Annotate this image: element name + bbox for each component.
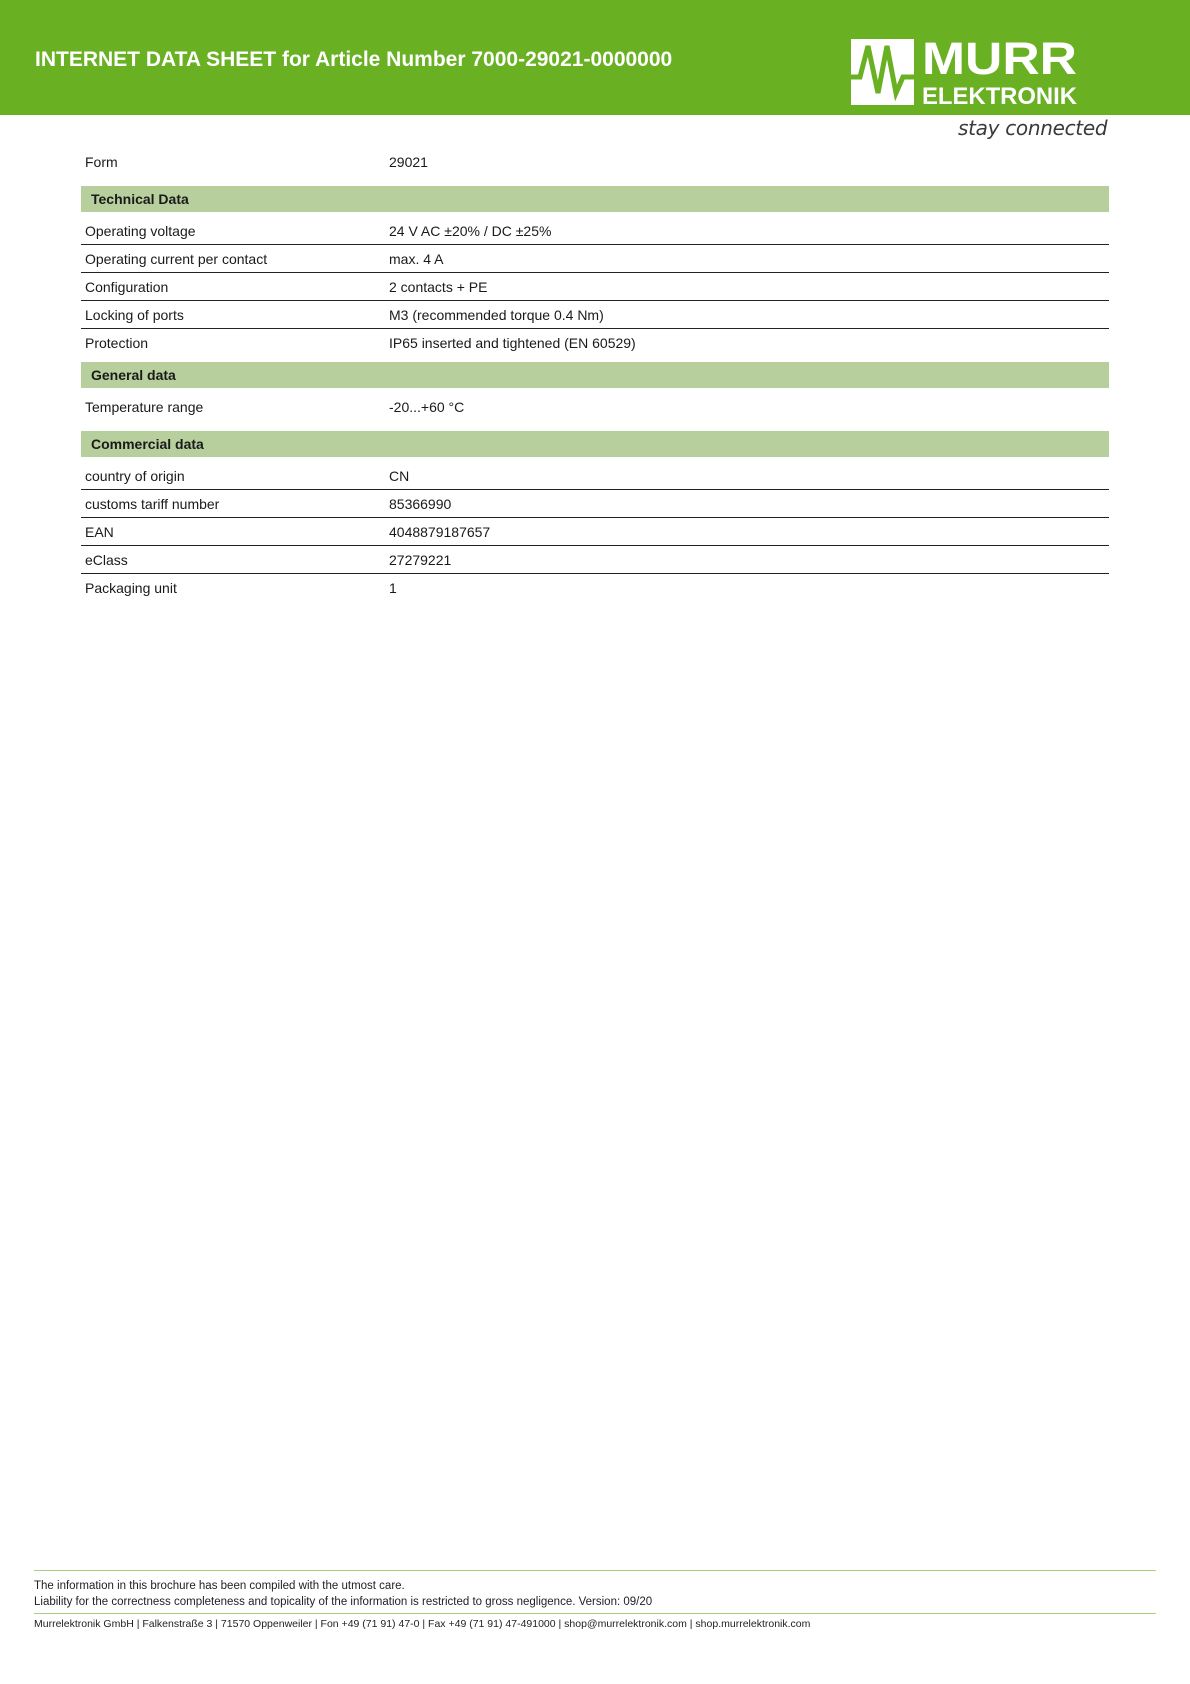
row-value: max. 4 A <box>389 250 444 267</box>
section-header-commercial: Commercial data <box>81 431 1109 457</box>
table-row <box>81 462 1109 490</box>
table-row <box>81 574 1109 601</box>
row-label: Operating voltage <box>85 222 196 239</box>
table-row <box>81 217 1109 245</box>
table-row <box>81 273 1109 301</box>
row-label: Packaging unit <box>85 579 177 596</box>
disclaimer-line-2: Liability for the correctness completeness and topicality of the information is restricted to gross negligence. Version: 09/20 <box>34 1596 653 1608</box>
table-row <box>81 518 1109 546</box>
table-row <box>81 393 1109 420</box>
table-row <box>81 301 1109 329</box>
row-value: CN <box>389 467 410 484</box>
row-value: 85366990 <box>389 495 452 512</box>
row-label: Configuration <box>85 278 169 295</box>
table-row <box>81 546 1109 574</box>
slogan: stay connected <box>958 116 1108 140</box>
row-value: 27279221 <box>389 551 452 568</box>
form-row <box>81 148 1109 175</box>
footer-contact: Murrelektronik GmbH | Falkenstraße 3 | 71570 Oppenweiler | Fon +49 (71 91) 47-0 | Fax +49 (71 91) 47-491000 | shop@murrelektronik.com | shop.murrelektronik.com <box>34 1618 811 1630</box>
section-header-technical: Technical Data <box>81 186 1109 212</box>
page-header <box>0 0 1190 115</box>
datasheet-table <box>81 148 1109 601</box>
table-row <box>81 329 1109 356</box>
row-label: customs tariff number <box>85 495 220 512</box>
row-label: eClass <box>85 551 128 568</box>
page-footer <box>34 1570 1156 1630</box>
murrelektronik-logo <box>851 36 1079 108</box>
footer-disclaimer <box>34 1571 1156 1613</box>
row-label: Protection <box>85 334 149 351</box>
row-value: 24 V AC ±20% / DC ±25% <box>389 222 552 239</box>
table-row <box>81 490 1109 518</box>
row-value: 1 <box>389 579 397 596</box>
row-value: -20...+60 °C <box>389 398 465 415</box>
section-header-general: General data <box>81 362 1109 388</box>
row-label: EAN <box>85 523 114 540</box>
disclaimer-line-1: The information in this brochure has been compiled with the utmost care. <box>34 1580 405 1592</box>
table-row <box>81 245 1109 273</box>
row-label: Locking of ports <box>85 306 184 323</box>
row-label: Form <box>85 153 118 170</box>
row-value: 2 contacts + PE <box>389 278 488 295</box>
row-value: M3 (recommended torque 0.4 Nm) <box>389 306 604 323</box>
row-value: 4048879187657 <box>389 523 491 540</box>
page-title: INTERNET DATA SHEET for Article Number 7000-29021-0000000 <box>35 48 673 71</box>
row-label: Operating current per contact <box>85 250 268 267</box>
row-value: IP65 inserted and tightened (EN 60529) <box>389 334 636 351</box>
row-value: 29021 <box>389 153 428 170</box>
row-label: Temperature range <box>85 398 204 415</box>
svg-text:MURR: MURR <box>922 36 1077 84</box>
row-label: country of origin <box>85 467 185 484</box>
svg-text:ELEKTRONIK: ELEKTRONIK <box>922 83 1078 108</box>
